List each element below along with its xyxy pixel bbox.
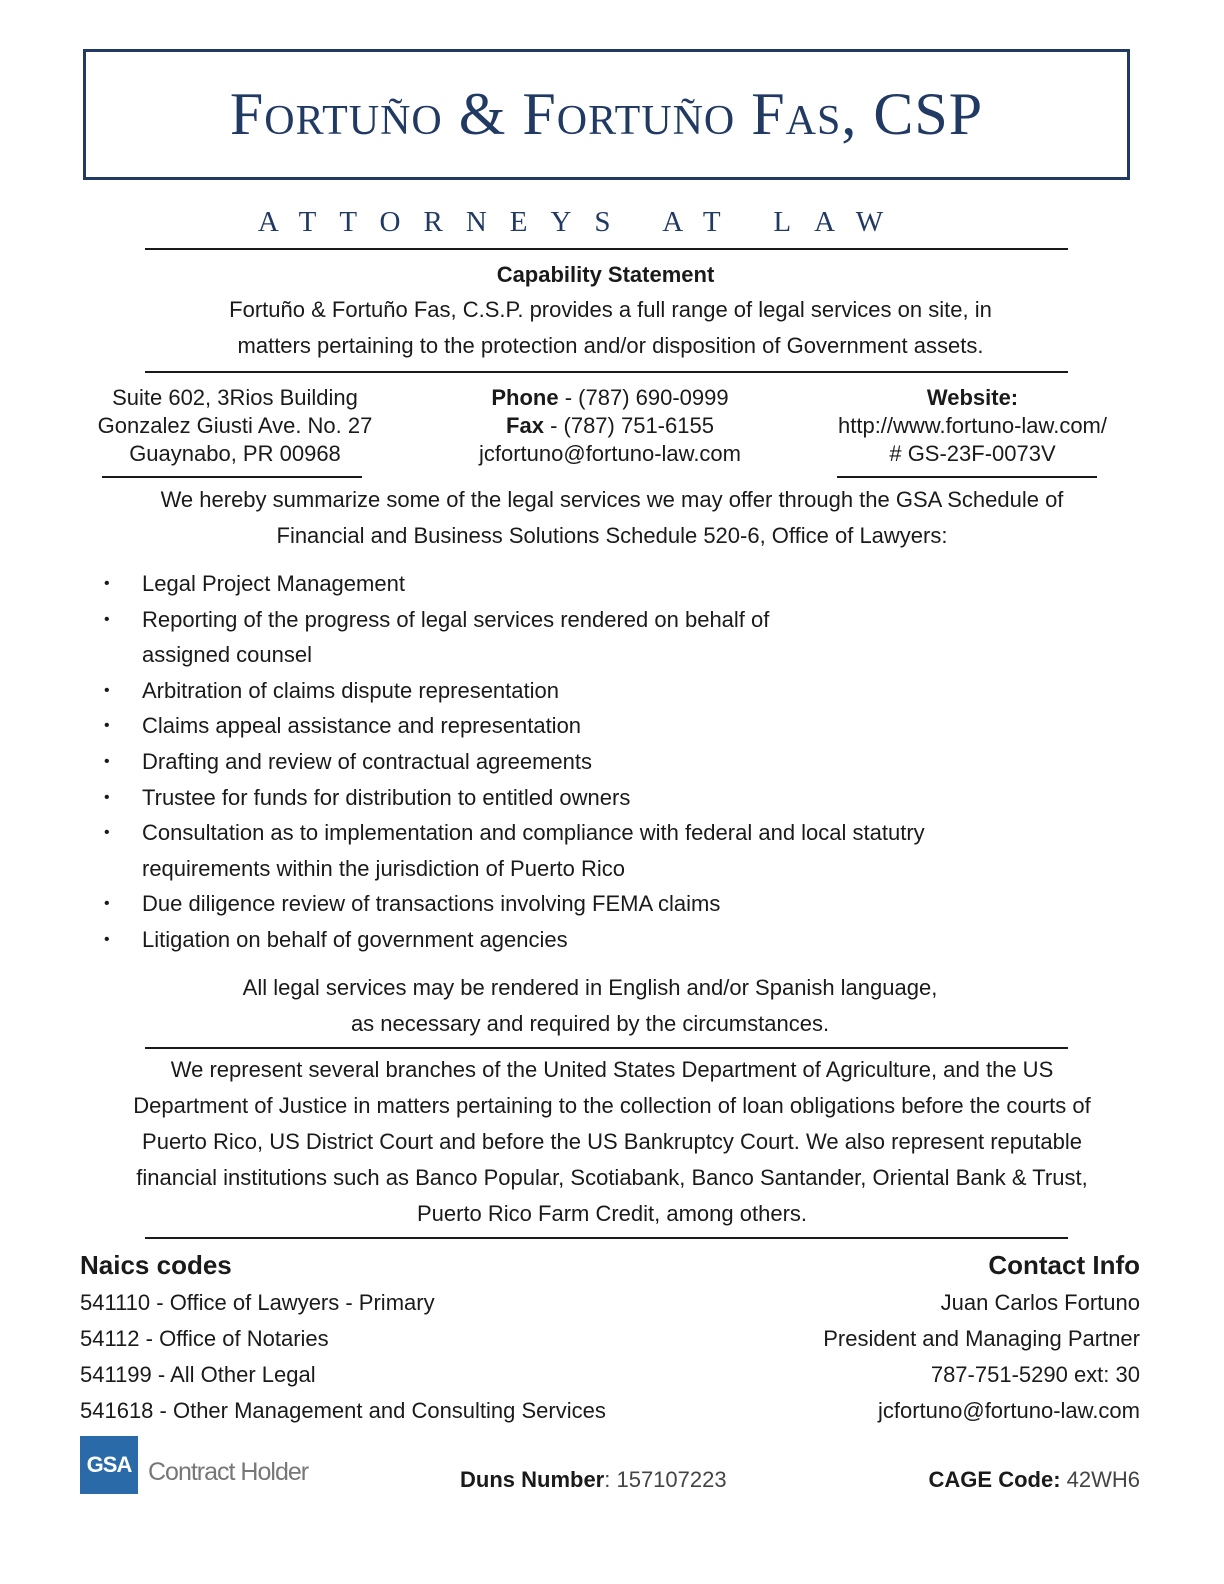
representation-line: We represent several branches of the United States Department of Agriculture, and the US [170,1057,1054,1082]
representation-line: Puerto Rico, US District Court and before the US Bankruptcy Court. We also represent reputable [142,1129,1082,1154]
gsa-logo: GSA [80,1436,138,1494]
capability-line-2: matters pertaining to the protection and/or disposition of Government assets. [237,333,984,358]
duns-value: : 157107223 [604,1467,727,1492]
languages-line-2: as necessary and required by the circumstances. [350,1011,830,1036]
list-item: • Arbitration of claims dispute representation [104,673,1064,709]
naics-list [80,1285,606,1429]
representation-paragraph [80,1052,1144,1232]
bullet: • [104,575,110,592]
cage-code [929,1467,1140,1493]
representation-line: Puerto Rico Farm Credit, among others. [416,1201,808,1226]
contact-info [823,1285,1140,1429]
list-item-continuation: requirements within the jurisdiction of Puerto Rico [142,855,626,881]
website-url[interactable]: http://www.fortuno-law.com/ [838,413,1107,438]
summary-line-2: Financial and Business Solutions Schedule 520-6, Office of Lawyers: [276,523,948,548]
address-line: Guaynabo, PR 00968 [129,441,341,466]
divider [837,476,1097,478]
contact-phone: 787-751-5290 ext: 30 [930,1362,1140,1387]
email-link[interactable]: jcfortuno@fortuno-law.com [478,441,741,466]
naics-heading: Naics codes [80,1250,232,1280]
phone-block [440,384,780,468]
gsa-contract-holder: Contract Holder [148,1458,309,1486]
services-list [104,566,1064,958]
divider [145,371,1068,373]
bullet: • [104,824,110,842]
contact-name: Juan Carlos Fortuno [940,1290,1140,1315]
tagline: ATTORNEYS AT LAW [257,206,907,238]
fax-label: Fax [506,413,544,438]
website-label: Website: [926,385,1019,410]
divider [102,476,362,478]
phone-value: - (787) 690-0999 [558,385,729,410]
list-item: • Consultation as to implementation and compliance with federal and local statutry [104,815,1064,851]
naics-item: 541618 - Other Management and Consulting Services [80,1398,606,1423]
contact-title: President and Managing Partner [823,1326,1140,1351]
address-block [70,384,400,468]
list-item: • Reporting of the progress of legal services rendered on behalf of [104,602,1064,638]
languages-line-1: All legal services may be rendered in English and/or Spanish language, [242,975,938,1000]
list-item: • Legal Project Management [104,566,1064,602]
bullet: • [104,930,110,948]
bullet: • [104,681,110,699]
contact-email[interactable]: jcfortuno@fortuno-law.com [877,1398,1140,1423]
gsa-schedule-number: # GS-23F-0073V [889,441,1056,466]
firm-name-box [83,49,1130,180]
duns-label: Duns Number [460,1467,605,1492]
divider [145,1047,1068,1049]
cage-label: CAGE Code: [928,1467,1061,1492]
contact-heading: Contact Info [988,1250,1140,1280]
phone-label: Phone [491,385,559,410]
representation-line: financial institutions such as Banco Popular, Scotiabank, Banco Santander, Oriental Bank & Trust, [136,1165,1088,1190]
list-item-continuation: assigned counsel [142,642,313,668]
naics-item: 541110 - Office of Lawyers - Primary [80,1290,435,1315]
bullet: • [104,788,110,806]
website-block [810,384,1135,468]
address-line: Suite 602, 3Rios Building [112,385,358,410]
list-item: • Drafting and review of contractual agreements [104,744,1064,780]
firm-name: Fortuño & Fortuño Fas, CSP [229,81,984,147]
bullet: • [104,717,110,735]
naics-item: 54112 - Office of Notaries [80,1326,329,1351]
divider [145,1237,1068,1239]
duns-number [460,1467,727,1493]
naics-item: 541199 - All Other Legal [80,1362,316,1387]
list-item: • Claims appeal assistance and representation [104,708,1064,744]
fax-value: - (787) 751-6155 [543,413,714,438]
summary-line-1: We hereby summarize some of the legal services we may offer through the GSA Schedule of [160,487,1064,512]
divider [145,248,1068,250]
list-item: • Trustee for funds for distribution to entitled owners [104,780,1064,816]
cage-value: 42WH6 [1060,1467,1140,1492]
bullet: • [104,610,110,628]
address-line: Gonzalez Giusti Ave. No. 27 [97,413,373,438]
bullet: • [104,752,110,770]
list-item: • Due diligence review of transactions involving FEMA claims [104,886,1064,922]
bullet: • [104,895,110,913]
representation-line: Department of Justice in matters pertaining to the collection of loan obligations before the courts of [133,1093,1091,1118]
list-item: • Litigation on behalf of government agencies [104,922,1064,958]
capability-title: Capability Statement [496,262,715,287]
capability-line-1: Fortuño & Fortuño Fas, C.S.P. provides a full range of legal services on site, in [229,297,992,322]
